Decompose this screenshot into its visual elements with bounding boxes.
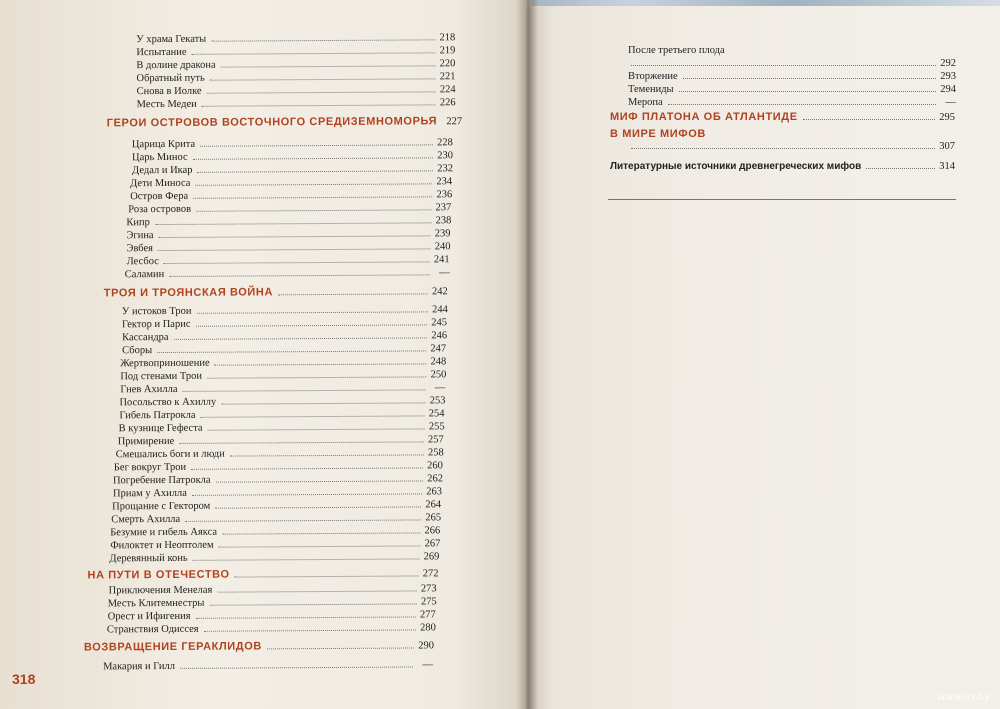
toc-title: Снова в Иолке bbox=[136, 85, 202, 98]
toc-title: Гектор и Парис bbox=[121, 318, 191, 331]
toc-title: НА ПУТИ В ОТЕЧЕСТВО bbox=[87, 568, 230, 582]
toc-page-number: 266 bbox=[424, 525, 441, 537]
toc-page-number: 314 bbox=[939, 161, 955, 172]
toc-title: Дедал и Икар bbox=[132, 164, 193, 177]
toc-page-number: 290 bbox=[418, 640, 434, 652]
toc-page-number: 262 bbox=[427, 473, 443, 485]
toc-title: Странствия Одиссея bbox=[106, 623, 199, 636]
toc-title: Гнев Ахилла bbox=[120, 383, 178, 396]
toc-entry bbox=[628, 140, 955, 153]
toc-entry bbox=[628, 83, 956, 96]
toc-title: Литературные источники древнегреческих мифов bbox=[610, 161, 862, 172]
toc-page-number: 241 bbox=[433, 254, 450, 266]
toc-page-number: 267 bbox=[424, 538, 441, 550]
toc-title: В МИРЕ МИФОВ bbox=[610, 128, 706, 140]
toc-title: Посольство к Ахиллу bbox=[119, 396, 217, 409]
toc-page-number: 272 bbox=[422, 568, 439, 580]
toc-page-number: 237 bbox=[435, 202, 452, 214]
toc-page-number: 224 bbox=[439, 84, 456, 96]
toc-title: Смешались боги и люди bbox=[115, 448, 225, 461]
toc-page-number: 232 bbox=[437, 163, 454, 175]
dot-leader bbox=[683, 78, 936, 79]
toc-title: Царь Минос bbox=[131, 151, 188, 164]
toc-title: Меропа bbox=[628, 97, 663, 108]
toc-page-number: 280 bbox=[420, 622, 436, 634]
toc-title: ГЕРОИ ОСТРОВОВ ВОСТОЧНОГО СРЕДИЗЕМНОМОРЬЯ bbox=[106, 115, 438, 130]
dot-leader bbox=[679, 91, 936, 92]
toc-page-number: 293 bbox=[940, 71, 956, 82]
toc-page-number: 242 bbox=[432, 286, 448, 298]
toc-title: Лесбос bbox=[126, 256, 159, 268]
toc-page-number: 245 bbox=[431, 317, 448, 329]
toc-page-number: 228 bbox=[437, 137, 453, 149]
toc-section-heading bbox=[610, 110, 955, 125]
toc-page-number: 227 bbox=[446, 116, 463, 128]
toc-title: Смерть Ахилла bbox=[111, 513, 181, 526]
toc-page-number: 255 bbox=[428, 421, 445, 433]
toc-page-number: 263 bbox=[426, 486, 443, 498]
toc-page-number: 219 bbox=[439, 45, 456, 57]
toc-title: Макария и Гилл bbox=[103, 660, 176, 673]
toc-title: Прощание с Гектором bbox=[112, 500, 211, 513]
dot-leader bbox=[866, 168, 935, 169]
toc-page-number: 254 bbox=[428, 408, 445, 420]
toc-page-number: 258 bbox=[427, 447, 444, 459]
toc-page-number: 236 bbox=[436, 189, 453, 201]
toc-page-number: 226 bbox=[439, 97, 456, 109]
toc-page-number: 250 bbox=[430, 369, 447, 381]
toc-page-number: — bbox=[434, 382, 446, 394]
dot-leader bbox=[803, 119, 935, 120]
toc-title: У храма Гекаты bbox=[136, 33, 207, 46]
toc-entry bbox=[628, 70, 956, 83]
toc-title: Царица Крита bbox=[131, 138, 196, 151]
toc-title: Эвбея bbox=[126, 243, 154, 255]
toc-title: Дети Миноса bbox=[130, 177, 191, 190]
toc-page-number: — bbox=[422, 659, 434, 671]
toc-title: Вторжение bbox=[628, 71, 678, 82]
toc-page-number: 244 bbox=[432, 304, 448, 316]
toc-title: В долине дракона bbox=[136, 59, 216, 72]
toc-title: Орест и Ифигения bbox=[107, 610, 191, 623]
toc-page-number: 248 bbox=[430, 356, 447, 368]
toc-page-number: 269 bbox=[423, 551, 440, 563]
toc-title: ТРОЯ И ТРОЯНСКАЯ ВОЙНА bbox=[103, 286, 274, 300]
toc-title: Безумие и гибель Аякса bbox=[110, 526, 218, 539]
toc-entry bbox=[628, 96, 956, 109]
toc-title: Темениды bbox=[628, 84, 674, 95]
toc-page-number: 257 bbox=[427, 434, 444, 446]
dot-leader bbox=[631, 65, 936, 66]
toc-title: Примирение bbox=[117, 435, 175, 448]
toc-page-number: 307 bbox=[939, 141, 955, 152]
toc-page-number: 239 bbox=[434, 228, 451, 240]
toc-title: Гибель Патрокла bbox=[119, 409, 196, 422]
toc-page-number: 218 bbox=[439, 32, 456, 44]
toc-title: Приам у Ахилла bbox=[112, 487, 187, 500]
toc-page-number: 246 bbox=[431, 330, 448, 342]
toc-page-number: 220 bbox=[439, 58, 456, 70]
divider-rule bbox=[608, 199, 956, 200]
toc-title: Месть Медеи bbox=[136, 98, 197, 111]
toc-page-number: — bbox=[439, 267, 450, 279]
toc-page-number: 294 bbox=[940, 84, 956, 95]
toc-entry bbox=[628, 57, 956, 70]
toc-page-number: 240 bbox=[434, 241, 451, 253]
watermark: www.ay.by bbox=[937, 692, 990, 703]
toc-title: Испытание bbox=[136, 46, 187, 59]
toc-page-number: 247 bbox=[430, 343, 447, 355]
toc-title: Месть Клитемнестры bbox=[107, 597, 205, 610]
page-number: 318 bbox=[12, 671, 36, 687]
toc-title: Филоктет и Неоптолем bbox=[110, 539, 214, 552]
toc-title: Эгина bbox=[126, 230, 154, 242]
dot-leader bbox=[668, 104, 936, 105]
toc-page-number: 264 bbox=[425, 499, 442, 511]
toc-title: После третьего плода bbox=[628, 45, 725, 56]
toc-title: ВОЗВРАЩЕНИЕ ГЕРАКЛИДОВ bbox=[83, 640, 262, 654]
toc-title: Приключения Менелая bbox=[108, 584, 213, 597]
toc-title: МИФ ПЛАТОНА ОБ АТЛАНТИДЕ bbox=[610, 111, 798, 123]
toc-title: Роза островов bbox=[128, 203, 192, 216]
toc-page-number: 295 bbox=[939, 112, 955, 123]
toc-page-number: 273 bbox=[420, 583, 437, 595]
toc-title: Погребение Патрокла bbox=[112, 474, 211, 487]
toc-page-number: 260 bbox=[427, 460, 443, 472]
toc-page-number: 253 bbox=[429, 395, 446, 407]
toc-page-number: 265 bbox=[425, 512, 442, 524]
toc-entry bbox=[628, 44, 956, 57]
toc-page-number: 238 bbox=[435, 215, 452, 227]
toc-page-number: 230 bbox=[437, 150, 453, 162]
toc-title: У истоков Трои bbox=[121, 305, 192, 318]
dot-leader bbox=[631, 148, 935, 149]
toc-title: Деревянный конь bbox=[109, 552, 188, 565]
toc-title: Обратный путь bbox=[136, 72, 205, 85]
toc-title: Жертвоприношение bbox=[120, 357, 210, 370]
toc-page-number: 292 bbox=[940, 58, 956, 69]
toc-page-number: 275 bbox=[420, 596, 437, 608]
toc-title: Сборы bbox=[122, 345, 153, 357]
toc-title: Бег вокруг Трои bbox=[113, 461, 187, 474]
toc-title: Кипр bbox=[126, 217, 150, 229]
toc-page-number: 234 bbox=[436, 176, 453, 188]
toc-page-number: 277 bbox=[419, 609, 436, 621]
toc-entry bbox=[610, 160, 955, 173]
toc-title: В кузнице Гефеста bbox=[118, 422, 203, 435]
toc-title: Саламин bbox=[124, 269, 165, 281]
toc-title: Под стенами Трои bbox=[120, 370, 203, 383]
toc-title: Остров Фера bbox=[130, 190, 189, 203]
toc-page-number: 221 bbox=[439, 71, 456, 83]
toc-title: Кассандра bbox=[122, 331, 169, 344]
toc-page-number: — bbox=[945, 97, 956, 108]
